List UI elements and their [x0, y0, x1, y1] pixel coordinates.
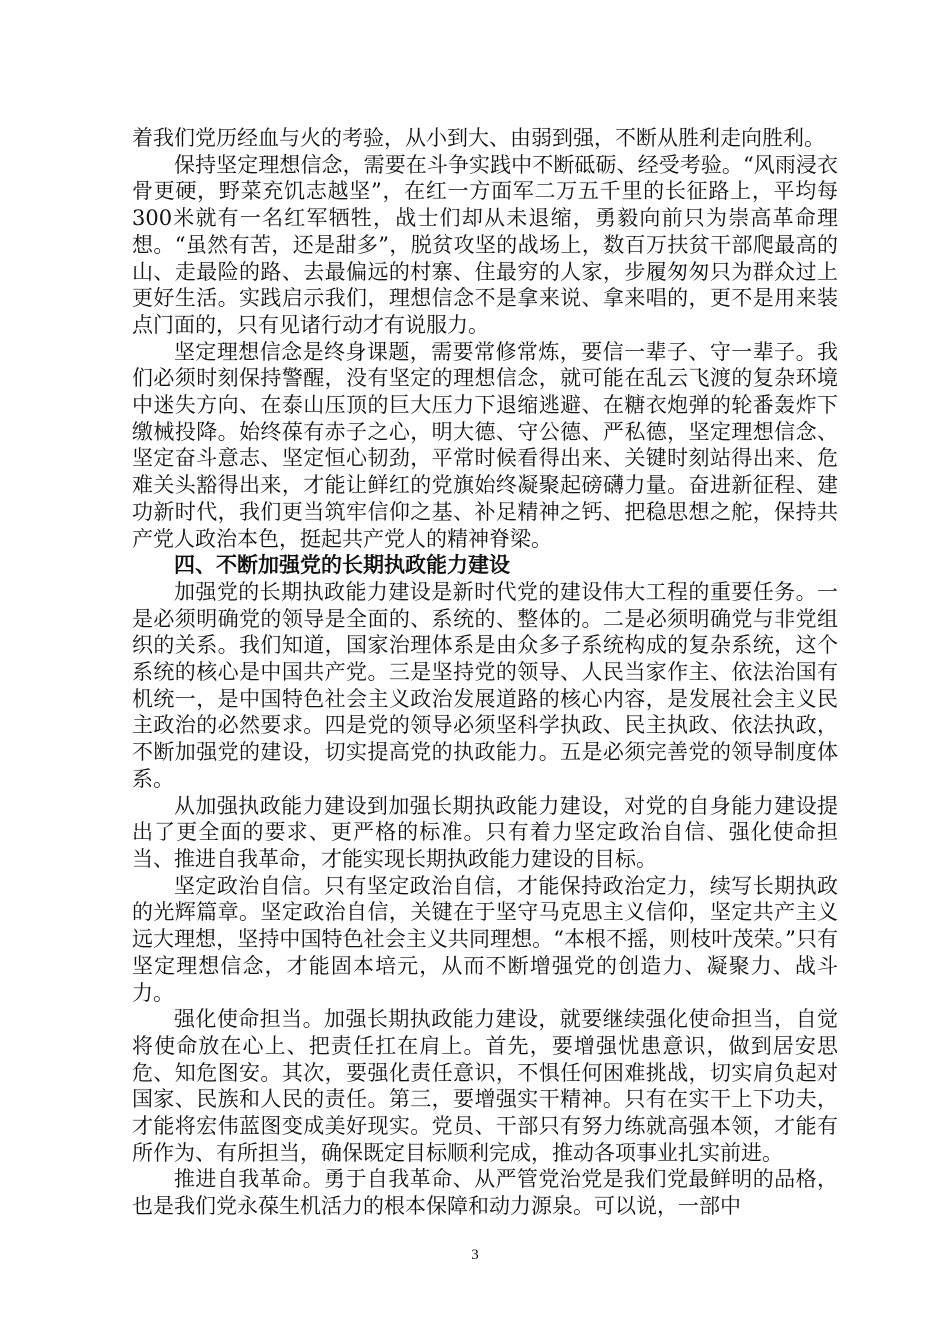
paragraph: 强化使命担当。加强长期执政能力建设，就要继续强化使命担当，自觉将使命放在心上、把责任扛在肩上。首先，要增强忧患意识，做到居安思危、知危图安。其次，要强化责任意识，不惧任何困难挑战，切实肩负起对国家、民族和人民的责任。第三，要增强实干精神。只有在实干上下功夫，才能将宏伟蓝图变成美好现实。党员、干部只有努力练就高强本领，才能有所作为、有所担当，确保既定目标顺利完成，推动各项事业扎实前进。	[132, 1007, 838, 1165]
paragraph: 坚定政治自信。只有坚定政治自信，才能保持政治定力，续写长期执政的光辉篇章。坚定政治自信，关键在于坚守马克思主义信仰，坚定共产主义远大理想，坚持中国特色社会主义共同理想。“本根不摇，则枝叶茂荣。”只有坚定理想信念，才能固本培元，从而不断增强党的创造力、凝聚力、战斗力。	[132, 873, 838, 1005]
page-number: 3	[471, 1247, 479, 1263]
paragraph: 从加强执政能力建设到加强长期执政能力建设，对党的自身能力建设提出了更全面的要求、更严格的标准。只有着力坚定政治自信、强化使命担当、推进自我革命，才能实现长期执政能力建设的目标。	[132, 793, 838, 871]
paragraph: 推进自我革命。勇于自我革命、从严管党治党是我们党最鲜明的品格，也是我们党永葆生机活力的根本保障和动力源泉。可以说，一部中	[132, 1167, 838, 1219]
document-body	[132, 125, 838, 1220]
section-heading: 四、不断加强党的长期执政能力建设	[174, 553, 510, 578]
paragraph: 保持坚定理想信念，需要在斗争实践中不断砥砺、经受考验。“风雨浸衣骨更硬，野菜充饥志越坚”，在红一方面军二万五千里的长征路上，平均每300米就有一名红军牺牲，战士们却从未退缩，勇毅向前只为崇高革命理想。“虽然有苦，还是甜多”，脱贫攻坚的战场上，数百万扶贫干部爬最高的山、走最险的路、去最偏远的村寨、住最穷的人家，步履匆匆只为群众过上更好生活。实践启示我们，理想信念不是拿来说、拿来唱的，更不是用来装点门面的，只有见诸行动才有说服力。	[132, 152, 838, 337]
paragraph-continuation: 着我们党历经血与火的考验，从小到大、由弱到强，不断从胜利走向胜利。	[132, 126, 825, 150]
paragraph: 加强党的长期执政能力建设是新时代党的建设伟大工程的重要任务。一是必须明确党的领导是全面的、系统的、整体的。二是必须明确党与非党组织的关系。我们知道，国家治理体系是由众多子系统构成的复杂系统，这个系统的核心是中国共产党。三是坚持党的领导、人民当家作主、依法治国有机统一，是中国特色社会主义政治发展道路的核心内容，是发展社会主义民主政治的必然要求。四是党的领导必须坚科学执政、民主执政、依法执政，不断加强党的建设，切实提高党的执政能力。五是必须完善党的领导制度体系。	[132, 579, 838, 791]
paragraph: 坚定理想信念是终身课题，需要常修常炼，要信一辈子、守一辈子。我们必须时刻保持警醒，没有坚定的理想信念，就可能在乱云飞渡的复杂环境中迷失方向、在泰山压顶的巨大压力下退缩逃避、在糖衣炮弹的轮番轰炸下缴械投降。始终葆有赤子之心，明大德、守公德、严私德，坚定理想信念、坚定奋斗意志、坚定恒心韧劲，平常时候看得出来、关键时刻站得出来、危难关头豁得出来，才能让鲜红的党旗始终凝聚起磅礴力量。奋进新征程、建功新时代，我们更当筑牢信仰之基、补足精神之钙、把稳思想之舵，保持共产党人政治本色，挺起共产党人的精神脊梁。	[132, 339, 838, 551]
